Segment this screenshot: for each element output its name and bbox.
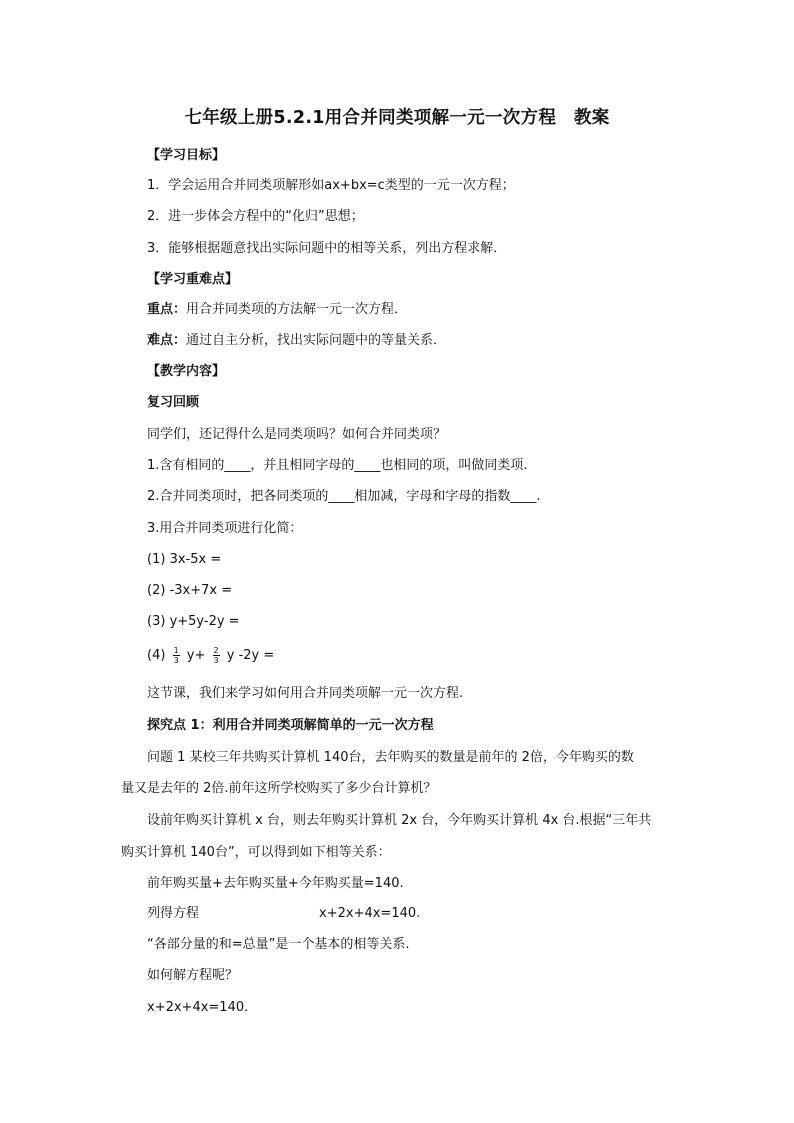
exercise-4 (147, 646, 274, 666)
equation-repeat: x+2x+4x=140. (147, 1000, 249, 1015)
equation-line (147, 904, 420, 924)
fraction-numerator: 1 (173, 646, 179, 655)
equation-label: 列得方程 (147, 906, 200, 921)
hard-label: 难点： (147, 333, 187, 348)
review-question: 同学们，还记得什么是同类项吗？如何合并同类项？ (147, 427, 447, 442)
setup-text: 设前年购买计算机 x 台，则去年购买计算机 2x 台，今年购买计算机 4x 台.根据“三年共 (147, 813, 652, 828)
relation-text: 前年购买量+去年购买量+今年购买量=140. (147, 876, 404, 891)
key-label: 重点： (147, 302, 187, 317)
problem-text: 量又是去年的 2倍.前年这所学校购买了多少台计算机？ (121, 781, 437, 796)
goal-item: 3．能够根据题意找出实际问题中的相等关系，列出方程求解． (147, 241, 507, 256)
how-text: 如何解方程呢？ (147, 968, 239, 983)
key-text: 用合并同类项的方法解一元一次方程． (186, 302, 408, 317)
goal-item: 2．进一步体会方程中的“化归”思想； (147, 209, 364, 224)
setup-text: 购买计算机 140台”，可以得到如下相等关系： (121, 845, 391, 860)
fraction-two-thirds (213, 646, 220, 665)
review-item: 2.合并同类项时，把各同类项的____相加减，字母和字母的指数____. (147, 489, 541, 504)
equation: x+2x+4x=140. (319, 906, 421, 921)
hard-text: 通过自主分析，找出实际问题中的等量关系． (186, 333, 447, 348)
exercise-expression: 3x-5x = (169, 552, 222, 567)
fraction-denominator: 3 (173, 656, 179, 665)
exercise-label: (1) (147, 552, 166, 567)
goals-heading: 【学习目标】 (147, 148, 226, 163)
explore-heading: 探究点 1：利用合并同类项解简单的一元一次方程 (147, 718, 434, 733)
exercise-2 (147, 581, 232, 601)
review-heading: 复习回顾 (147, 395, 200, 410)
fraction-one-third (173, 646, 180, 665)
intro-text: 这节课，我们来学习如何用合并同类项解一元一次方程. (147, 686, 464, 701)
document-title: 七年级上册5.2.1用合并同类项解一元一次方程 教案 (184, 108, 610, 128)
exercise-expression: -3x+7x = (169, 583, 233, 598)
problem-text: 问题 1 某校三年共购买计算机 140台，去年购买的数量是前年的 2倍，今年购买的数 (147, 750, 634, 765)
goal-item: 1．学会运用合并同类项解形如ax+bx=c类型的一元一次方程； (147, 178, 515, 193)
exercise-3 (147, 612, 240, 632)
exercise-expression: y+5y-2y = (169, 614, 240, 629)
review-item: 3.用合并同类项进行化简： (147, 521, 303, 536)
exercise-1 (147, 550, 221, 570)
exercise-label: (3) (147, 614, 166, 629)
hard-point (147, 331, 446, 351)
content-heading: 【教学内容】 (147, 364, 226, 379)
exercise-term: y+ (186, 648, 206, 663)
key-point (147, 300, 407, 320)
exercise-label: (4) (147, 648, 166, 663)
exercise-label: (2) (147, 583, 166, 598)
fraction-numerator: 2 (213, 646, 219, 655)
exercise-term: y -2y = (226, 648, 275, 663)
fraction-denominator: 3 (213, 656, 219, 665)
key-heading: 【学习重难点】 (147, 272, 239, 287)
note-text: “各部分量的和=总量”是一个基本的相等关系. (147, 937, 410, 952)
review-item: 1.含有相同的____，并且相同字母的____也相同的项，叫做同类项. (147, 458, 528, 473)
